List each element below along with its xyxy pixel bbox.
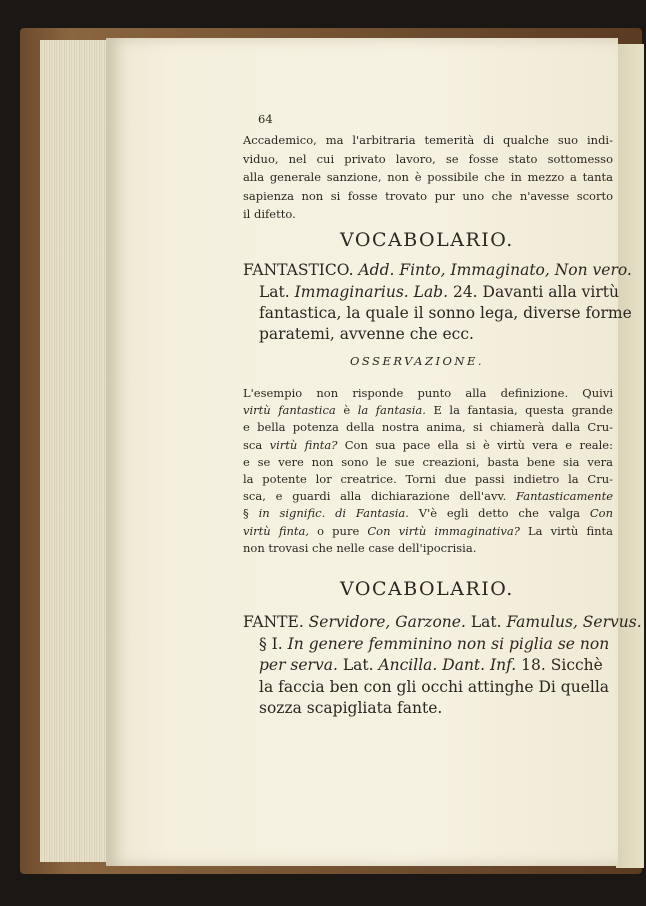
entry-fante-line-1: FANTE. Servidore, Garzone. Lat. Famulus, Servus. bbox=[243, 613, 642, 631]
osservazione-line-6: la potente lor creatrice. Torni due passi indietro la Cru- bbox=[243, 472, 613, 486]
osservazione-line-7: sca, e guardi alla dichiarazione dell'avv. Fantasticamente bbox=[243, 489, 613, 504]
entry-fante-line-5: sozza scapigliata fante. bbox=[259, 699, 443, 717]
section2-heading: VOCABOLARIO. bbox=[340, 578, 514, 600]
entry-fantastico-line-2: Lat. Immaginarius. Lab. 24. Davanti alla virtù bbox=[259, 283, 619, 301]
osservazione-line-1: L'esempio non risponde punto alla definizione. Quivi bbox=[243, 386, 613, 400]
osservazione-subheading: OSSERVAZIONE. bbox=[350, 354, 485, 368]
page-edges bbox=[40, 40, 112, 862]
intro-line-3: alla generale sanzione, non è possibile che in mezzo a tanta bbox=[243, 170, 613, 184]
entry-fante-line-2: § I. In genere femminino non si piglia se non bbox=[259, 634, 610, 653]
entry-fantastico-line-4: paratemi, avvenne che ecc. bbox=[259, 325, 474, 343]
entry-fante-line-3: per serva. Lat. Ancilla. Dant. Inf. 18. Sicchè bbox=[259, 656, 603, 674]
page-number: 64 bbox=[258, 112, 273, 126]
osservazione-line-8: § in signific. di Fantasia. V'è egli detto che valga Con bbox=[243, 506, 613, 521]
facing-page-edge bbox=[616, 44, 644, 868]
section1-heading: VOCABOLARIO. bbox=[340, 229, 514, 251]
osservazione-line-10: non trovasi che nelle case dell'ipocrisia. bbox=[243, 540, 477, 555]
osservazione-line-9: virtù finta, o pure Con virtù immaginativa? La virtù finta bbox=[243, 523, 613, 538]
osservazione-line-3: e bella potenza della nostra anima, si chiamerà dalla Cru- bbox=[243, 420, 613, 435]
intro-line-4: sapienza non si fosse trovato pur uno che n'avesse scorto bbox=[243, 188, 613, 203]
intro-line-1: Accademico, ma l'arbitraria temerità di qualche suo indi- bbox=[243, 133, 613, 147]
intro-line-5: il difetto. bbox=[243, 207, 296, 221]
osservazione-line-2: virtù fantastica è la fantasia. E la fantasia, questa grande bbox=[243, 403, 613, 418]
entry-fantastico-line-3: fantastica, la quale il sonno lega, diverse forme bbox=[259, 304, 632, 322]
intro-line-2: viduo, nel cui privato lavoro, se fosse stato sottomesso bbox=[243, 151, 613, 166]
entry-fantastico-line-1: FANTASTICO. Add. Finto, Immaginato, Non vero. bbox=[243, 261, 632, 279]
osservazione-line-5: e se vere non sono le sue creazioni, basta bene sia vera bbox=[243, 454, 613, 469]
entry-fante-line-4: la faccia ben con gli occhi attinghe Di quella bbox=[259, 677, 610, 696]
osservazione-line-4: sca virtù finta? Con sua pace ella si è virtù vera e reale: bbox=[243, 437, 613, 452]
